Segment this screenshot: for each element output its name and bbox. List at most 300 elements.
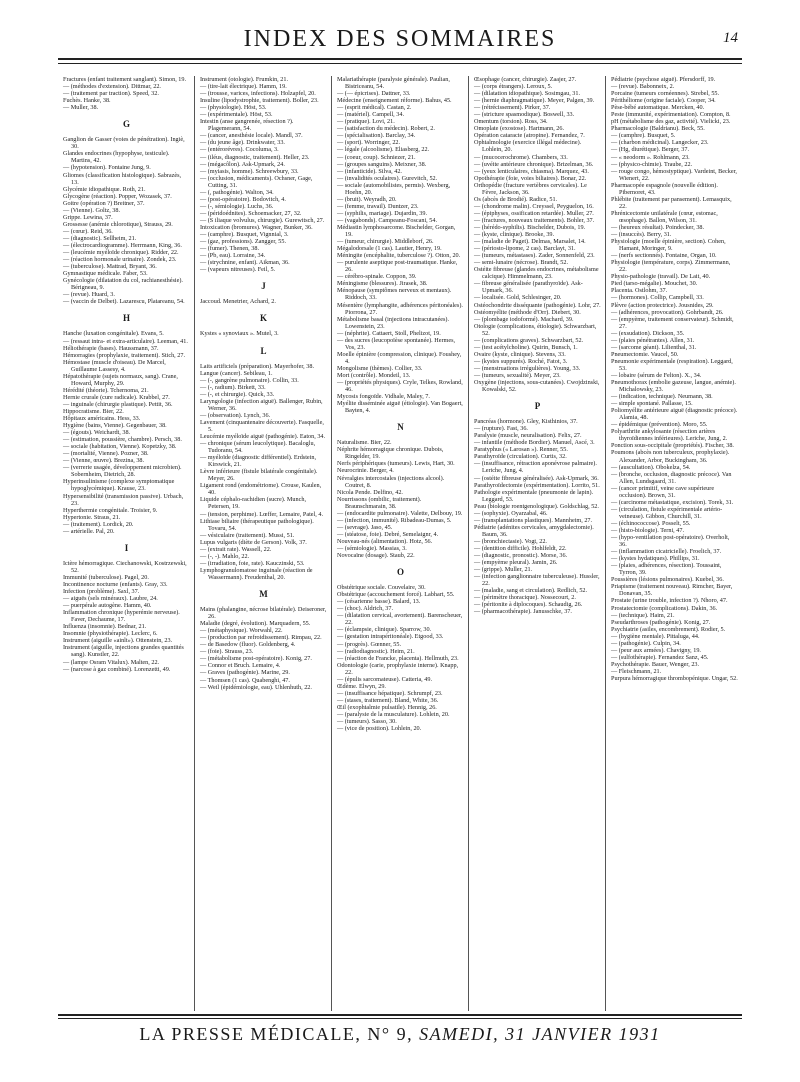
index-entry: Incontinence nocturne (enfants). Gray, 33. — [63, 581, 168, 588]
index-entry: Hépatothérapie (sujets normaux, sang). Crane, Howard, Murphy, 29. — [63, 372, 178, 387]
index-entry: Ovaire (kyste, clinique). Stevens, 33. — [474, 350, 566, 358]
index-entry: Pharmacopée espagnole (nouvelle édition). Pibernoret, 43. — [611, 181, 718, 196]
index-entry: — (Vienne). Goltz, 38. — [63, 206, 121, 214]
index-entry: Poliomyélite antérieure aiguë (diagnostic précoce). Alamia, 48. — [611, 407, 738, 422]
index-entry: Ponction sous-occipitale (propriétés). Fischer, 38. — [611, 442, 734, 450]
section-letter: L — [260, 345, 267, 356]
index-entry: Nerfs périphériques (tumeurs). Lewis, Hart, 30. — [337, 460, 455, 468]
index-entry: Paratyphus (« Larosan »). Renner, 55. — [474, 446, 568, 454]
index-entry: — (syphilis, mariage). Dujardin, 39. — [337, 209, 428, 217]
index-entry: — (traitement). Lordick, 20. — [63, 520, 134, 528]
index-entry: — (narcose à gaz combiné). Lorenzetti, 49. — [63, 665, 171, 673]
index-entry: — Muller, 38. — [63, 104, 99, 112]
index-entry: — (invalidités oculaires). Gurevitch, 52. — [337, 174, 438, 182]
index-entry: — (hernie diaphragmatique). Meyer, Palgen, 39. — [474, 97, 595, 105]
index-column-2 — [194, 76, 331, 1011]
index-entry: — Graves (pathogénie). Marine, 29. — [200, 669, 290, 677]
index-entry: Purpura hémorragique thrombopénique. Ungar, 52. — [611, 674, 738, 682]
index-entry: — simple spontané. Pallasse, 15. — [611, 400, 693, 408]
footer-text — [58, 1024, 742, 1045]
index-entry: Fractures (enfant traitement sanglant). Simon, 19. — [63, 76, 187, 83]
index-entry: Pneumothorax (embolie gazeuse, langue, anémie). Michalowsky, 23. — [611, 379, 736, 394]
index-entry: — (mucocerochrome). Chambers, 33. — [474, 153, 568, 161]
index-entry: — (myiasis, homme). Schreewbury, 33. — [200, 167, 299, 175]
index-entry: — (pharmacothérapie). Janusschke, 37. — [474, 608, 572, 616]
index-entry: — (bronche, occlusion, diagnostic précoce). Van Allen, Lundsgaard, 31. — [611, 470, 732, 485]
index-entry: — (chondrome malin). Creyssel, Peyguelon, 16. — [474, 202, 594, 210]
index-entry: — (-, gangrène pulmonaire). Collin, 33. — [200, 376, 299, 384]
index-entry: Hippocratisme. Bier, 22. — [63, 407, 124, 415]
index-entry: Hérédité (théorie). Tchernoma, 21. — [63, 386, 149, 394]
index-entry: Mycosis fongoïde. Vidhale, Maley, 7. — [337, 393, 430, 401]
index-entry: Médecine (enseignement réforme). Bahus, 45. — [337, 97, 452, 105]
index-entry: — (irradiation, foie, rate). Kauczinski, 53. — [200, 559, 305, 567]
index-entry: — (tumeurs, sexualité). Meyer, 23. — [474, 371, 561, 379]
index-entry: Myélite disséminée aiguë (étiologie). Van Bogaert, Bayten, 4. — [337, 400, 463, 415]
page-number: 14 — [723, 30, 738, 46]
index-entry: — (entérorévres). Cocoluma, 3. — [200, 146, 279, 154]
index-entry: Porcaine (tumeurs cornéennes). Strebel, 55. — [611, 90, 720, 98]
index-entry: — (dentition difficile). Hohlfeldt, 22. — [474, 545, 567, 552]
index-entry: — (physico-chimie). Traube, 22. — [611, 160, 693, 168]
index-entry: — « neodorm ». Rohlmann, 23. — [611, 153, 690, 161]
index-entry: — (vagabonds). Campeanu-Foscani, 54. — [337, 216, 438, 224]
index-entry: — (traitement par traction). Speed, 32. — [63, 90, 159, 98]
index-entry: Lupus vulgaris (diète de Gerson). Volk, 37. — [200, 538, 307, 546]
index-entry: — légale (alcoolisme). Eliasberg, 22. — [337, 146, 430, 154]
index-entry: — (stricture spasmodique). Boswell, 33. — [474, 111, 575, 119]
index-entry: — (dilatation idiopathique). Sosimgau, 31. — [474, 90, 581, 98]
index-entry: Obstétrique sociale. Couvelaire, 30. — [337, 584, 426, 592]
index-entry: Inflammation chronique (hyperémie nerveuse). Faver, Dechaume, 17. — [63, 609, 180, 624]
index-entry: Phlébite (traitement par pansement). Lemasquix, 22. — [611, 195, 732, 210]
index-entry: Kystes « synoviaux ». Mutel, 3. — [200, 330, 279, 338]
index-entry: Grippe. Lewina, 37. — [63, 213, 113, 221]
section-letter: O — [396, 567, 404, 578]
index-entry: — (femme, travail). Duntzer, 23. — [337, 202, 419, 210]
index-entry: — (éclampsie, clinique). Sparrow, 30. — [337, 626, 432, 634]
index-entry: pH (métabolisme des gaz, activité). Vielicki, 23. — [611, 118, 731, 126]
index-entry: Naturalisme. Bier, 22. — [337, 439, 392, 447]
index-entry: Goitre (opération ?) Breitner, 37. — [63, 199, 145, 207]
index-entry: Instrument (aiguille, injections grandes quantités sang). Kunstler, 22. — [63, 644, 184, 659]
index-entry: — puerpérale autogène. Hamm, 40. — [63, 602, 152, 610]
index-entry: — (kyste, clinique). Brooke, 39. — [474, 231, 555, 239]
index-entry: Pharmacologie (Baldrianu). Beck, 55. — [611, 125, 705, 133]
index-entry: — (heureux résultat). Poindecker, 38. — [611, 223, 705, 231]
index-entry: Œdème. Elwyn, 29. — [337, 682, 386, 690]
index-entry: — (production par refroidissement). Rimpau, 22. — [200, 634, 322, 642]
index-entry: — (maladie de Paget). Delmas, Marsalet, 14. — [474, 238, 586, 246]
index-entry: Poussières (lésions pulmonaires). Kuebel, 36. — [611, 576, 724, 584]
section-letter: G — [122, 119, 130, 130]
index-entry: Prostatectomie (complications). Dakin, 36. — [611, 604, 718, 612]
section-letter: H — [122, 313, 130, 324]
index-entry: Intestin (anse gangrenée, résection ?). Plagemerann, 54. — [200, 118, 294, 133]
index-entry: Lèvre inférieure (fistule bilatérale congénitale). Meyer, 26. — [200, 468, 318, 483]
index-entry: Métabolisme basal (injections intracutanées). Lowenstein, 23. — [337, 315, 450, 330]
index-entry: Ligament rond (endométriome). Crouse, Kaulen, 40. — [200, 482, 322, 497]
index-entry: — (Pb, eau). Lorraine, 34. — [200, 252, 266, 260]
index-entry: — (diagnostic). Sellheim, 21. — [63, 234, 137, 242]
index-entry: — Fleischmann, 21. — [611, 667, 662, 675]
index-column-5 — [605, 76, 742, 1011]
index-entry: — (tumeurs). Sasso, 30. — [337, 718, 397, 726]
index-entry: Pédiatrie (psychose aiguë). Pfersdorff, 19. — [611, 76, 716, 83]
index-entry: Physiologie (température, corps). Zimmermann, 22. — [611, 259, 731, 274]
index-entry: — (plombage iodoformé). Machard, 39. — [474, 315, 574, 323]
index-entry: — sociale (automobilistes, permis). Wexberg, Hoehn, 20. — [337, 181, 451, 196]
index-entry: — (tumeurs, métastases). Zader, Sonnenfeld, 23. — [474, 252, 595, 260]
index-entry: — (insuccès). Berry, 31. — [611, 231, 672, 239]
index-entry: Hémostase (muscle d'oiseau). De Marcel, Guillaume Lassesy, 4. — [63, 358, 166, 373]
index-entry: — (hypotension). Fontaine Jung, 9. — [63, 164, 151, 172]
index-entry: Orthopédie (fracture vertèbres cervicales). Le Fèvre, Jackson, 36. — [474, 181, 587, 196]
index-entry: Méningite (encéphalite, tuberculose ?). Otton, 20. — [337, 252, 461, 260]
index-entry: Oxygène (injections, sous-cutanées). Cwojdzinski, Kowalski, 52. — [474, 379, 600, 394]
index-entry: — (, pathogénie). Walton, 34. — [200, 188, 274, 196]
index-entry: Pathologie expérimentale (pneumonie de lapin). Leggard, 53. — [474, 488, 594, 503]
index-entry: Fuchès. Hanke, 38. — [63, 97, 111, 105]
index-entry: — (technique). Haim, 21. — [611, 611, 675, 619]
index-entry: — (hypo-ventilation post-opératoire). Overholt, 36. — [611, 534, 730, 549]
index-entry: — (plaies, adhérences, résection). Toussaint, Tyrron, 39. — [611, 562, 722, 577]
index-entry: — inguinale (chirurgie plastique). Pettit, 36. — [63, 400, 173, 408]
index-entry: — de Basedow (fluor). Goldenberg, 4. — [200, 641, 296, 649]
index-entry: Influenza (insomnie). Bednar, 21. — [63, 623, 147, 631]
index-entry: Ophtalmologie (exercice illégal médecine). Lohlein, 20. — [474, 139, 582, 154]
index-entry: — épidémique (prévention). Moro, 55. — [611, 421, 708, 429]
index-entry: — (pratique). Lovi, 21. — [337, 118, 395, 126]
index-entry: Mains (phalangine, nécrose bilatérale). Deiseroner, 26. — [200, 606, 327, 621]
index-entry: Infection (problème). Saxl, 37. — [63, 588, 140, 596]
index-entry: — sociale (habitation, Vienne). Kopetzky, 38. — [63, 443, 177, 451]
index-entry: — (kystes suppurés). Roché, Fatot, 3. — [474, 357, 568, 365]
index-entry: — (leucémie myéloïde chronique). Ridder, 22. — [63, 249, 179, 257]
index-entry: — (égouts). Weichardt, 38. — [63, 429, 131, 437]
journal-issue: LA PRESSE MÉDICALE, N° 9, — [139, 1024, 414, 1044]
index-column-3 — [331, 76, 468, 1011]
index-entry: Glandes endocrines (hypophyse, testicule). Martins, 42. — [63, 150, 170, 165]
index-entry: — (gestation intrapéritonéale). Etgood, 33. — [337, 633, 444, 641]
index-entry: — (sémiologie). Massias, 3. — [337, 545, 407, 552]
index-entry: — (kystes hydatiques). Phillips, 31. — [611, 555, 700, 563]
index-entry: — (-, radium). Birkett, 33. — [200, 383, 266, 391]
index-entry: Médiastin lymphosarcome. Bischelder, Gorgan, 19. — [337, 223, 456, 239]
index-entry: — (trousse, varices, infections). Holzapfel, 20. — [200, 90, 316, 98]
index-entry: Instrument (otologie). Frumkin, 21. — [200, 76, 288, 83]
index-entry: Hémorragies (prophylaxie, traitement). Stich, 27. — [63, 351, 185, 359]
index-entry: Insomnie (physiothérapie). Leclerc, 6. — [63, 630, 158, 638]
page-footer — [58, 1014, 742, 1054]
header-rule-thin — [58, 63, 742, 64]
index-entry: Pédiatrie (adénites cervicales, amygdalectomie). Baum, 36. — [474, 523, 594, 538]
section-letter: P — [534, 401, 541, 412]
index-entry: — (matériel). Campell, 34. — [337, 111, 405, 119]
index-entry: — (diagnostic, pronostic). Morse, 36. — [474, 552, 568, 560]
index-column-1 — [58, 76, 194, 1011]
index-entry: — (choc). Aldrich, 37. — [337, 605, 394, 613]
index-entry: Opothérapie (foie, voies biliaires). Bonar, 22. — [474, 174, 587, 182]
index-entry: Os (abcès de Brodié). Radice, 51. — [474, 195, 558, 203]
index-entry: — (infection ganglionnaire tuberculeuse). Hussler, 22. — [474, 573, 600, 588]
index-entry: Gymnastique médicale. Faber, 53. — [63, 270, 148, 278]
index-entry: — (fractures, nouveaux traitements). Bohler, 37. — [474, 216, 595, 224]
index-entry: Poumons (abcès non tuberculeux, prophylaxie). Alexander, Arbor, Buckingham, 36. — [611, 449, 730, 464]
index-entry: — (cancer, anesthésie locale). Mandl, 37. — [200, 132, 303, 140]
index-entry: Gliomes (classification histologique). Sabrazès, 13. — [63, 171, 182, 186]
index-entry: — (épulis sarcomateuse). Catteria, 49. — [337, 675, 433, 683]
index-entry: Placenta. Ostlohm, 37. — [611, 287, 668, 295]
index-entry: Hypersensibilité (transmission passive). Urbach, 23. — [63, 492, 184, 507]
index-entry: — (revue). Babonneix, 2. — [611, 83, 675, 91]
index-entry: — (auscultation). Obokelza, 54. — [611, 463, 691, 471]
index-entry: — (charbon médicinal). Langecker, 23. — [611, 139, 709, 147]
header-rule — [58, 58, 742, 60]
index-entry: Novocaïne (dosage). Staub, 22. — [337, 552, 415, 560]
index-entry: — (uvéite antérieure chronique). Brizelman, 36. — [474, 160, 594, 168]
index-entry: Ostéomyélite (méthode d'Orr). Diebert, 30. — [474, 308, 581, 316]
index-entry: — (vapeurs nitreuses). Feil, 5. — [200, 266, 276, 274]
index-entry: Hernie crurale (cure radicale). Krabbel, 27. — [63, 393, 170, 401]
index-entry: — (sevrage). Jaso, 45. — [337, 523, 393, 531]
index-entry: Ostéite fibreuse (glandes endocrines, métabolisme calcique). Himmelmann, 23. — [474, 266, 599, 281]
index-entry: — des sucres (leucopoïèse spontanée). Hermes, Vos, 23. — [337, 336, 456, 351]
index-entry: Nicola Pende. Delfino, 42. — [337, 488, 403, 496]
index-entry: Œil (exophtalmie pulsatile). Hennig, 26. — [337, 703, 437, 711]
index-entry: — (— épicrises). Dattner, 33. — [337, 90, 411, 98]
index-entry: — (-, sémiologie). Luchs, 36. — [200, 202, 274, 210]
index-entry: — (infection, immunité). Ribadeau-Dumas, 5. — [337, 516, 452, 524]
issue-date: SAMEDI, 31 JANVIER 1931 — [419, 1024, 661, 1044]
index-entry: — (infanticide). Silva, 42. — [337, 167, 402, 175]
index-entry: — (électrocardiogramme). Herrmann, King, 36. — [63, 241, 182, 249]
index-entry: Héliothérapie (bases). Haussmann, 37. — [63, 344, 159, 352]
footer-rule — [58, 1014, 742, 1016]
index-entry: Omentum (torsion). Ross, 34. — [474, 118, 548, 126]
index-entry: Plèvre (action protectrice). Jousnides, 29. — [611, 301, 714, 309]
index-entry: Omoplate (exostose). Hartmann, 26. — [474, 125, 565, 133]
index-entry: — purulente aseptique post-traumatique. Hanke, 26. — [337, 259, 458, 274]
index-entry: Physiologie (moelle épinière, section). Cohen, Hamant, Moringer, 9. — [611, 238, 726, 253]
index-entry: — (esprit médical). Castan, 2. — [337, 104, 412, 112]
index-entry: — (-, et chirurgie). Quick, 33. — [200, 390, 275, 398]
index-entry: — fibreuse généralisée (parathyroïde). Ask-Upmark, 36. — [474, 280, 583, 295]
index-entry: Hyperthermie congénitale. Troisier, 9. — [63, 506, 158, 514]
index-entry: — (peur aux armées). Chavigny, 19. — [611, 646, 701, 654]
index-entry: — (revue). Huard, 3. — [63, 291, 115, 299]
page-header — [58, 10, 742, 70]
index-entry: — localisée. Gold, Schlesinger, 20. — [474, 294, 562, 302]
index-entry: Mégalodorsale (1 cas). Lautier, Henry, 19. — [337, 245, 442, 253]
index-entry: Hyperinsulinisme (complexe symptomatique hypoglycémique). Krause, 23. — [63, 478, 175, 493]
index-entry: — (Vienne, œuvre). Brezina, 38. — [63, 457, 145, 465]
index-entry: Peau (biologie roentgenologique). Goldschlag, 52. — [474, 502, 599, 510]
index-entry: — (méthodes d'extension). Dittmar, 22. — [63, 83, 161, 91]
index-entry: — chronique (sérum leucolytique). Bacaloglu, Tudoranu, 54. — [200, 440, 316, 455]
index-entry: Immunité (tuberculose). Pagel, 20. — [63, 573, 149, 581]
index-entry: — (ressaut intra- et extra-articulaire). Leeman, 41. — [63, 337, 188, 345]
index-entry: Prostate (urine trouble, infection ?). Nhoro, 47. — [611, 597, 728, 605]
index-entry: Lavement (cinquantenaire découverte). Fasquelle, 5. — [200, 418, 324, 433]
index-entry: Priapisme (traitement nouveau). Rimcher, Bayer, Donavan, 35. — [611, 583, 733, 598]
index-entry: — (mortalité, Vienne). Pozner, 38. — [63, 450, 149, 458]
index-entry: Jaccoud. Menetrier, Achard, 2. — [200, 298, 276, 306]
index-entry: — (insuffisance hépatique). Schrumpf, 23. — [337, 689, 443, 697]
index-entry: — (tumeur, chirurgie). Middleborf, 26. — [337, 238, 434, 246]
index-entry: — (sophyxie). Oyarzabal, 46. — [474, 509, 548, 517]
index-entry: — (gaz, professions). Zangger, 55. — [200, 238, 287, 246]
index-entry: — (adhérences, provocation). Gohrbandt, 26. — [611, 308, 724, 316]
index-entry: — (péridoédnites). Schoemacker, 27, 32. — [200, 209, 302, 217]
index-entry: — (péritonite à diplocoques). Schaudig, 26. — [474, 601, 583, 609]
index-entry: — (expérimentale). Höst, 53. — [200, 111, 273, 119]
index-entry: — (métaphysique). Worwahl, 22. — [200, 627, 283, 635]
index-entry: Psychothérapie. Bauer, Wenger, 23. — [611, 660, 700, 668]
index-entry: Laryngologie (infection aiguë). Ballenger, Rubin, Werner, 36. — [200, 397, 323, 412]
index-entry: — (tire-lait électrique). Hamm, 19. — [200, 83, 287, 91]
index-entry: Moelle épinière (compression, clinique). Foushey, 4. — [337, 350, 462, 365]
page-title: INDEX DES SOMMAIRES — [243, 26, 557, 52]
index-entry: — aiguës (sels minéraux). Laubre, 24. — [63, 595, 158, 603]
section-letter: M — [259, 589, 268, 599]
index-entry: Pneumectomie. Vaucel, 50. — [611, 350, 679, 358]
index-entry: — (vaccin de Delbet). Lazarescu, Platareanu, 54. — [63, 298, 185, 306]
index-entry: — (hormones). Collip, Campbell, 33. — [611, 294, 704, 302]
index-entry: Névralgies intercostales (injections alcool). Coutret, 8. — [337, 474, 445, 489]
index-entry: Nourrissons (ombilic, traitement). Braunschmarain, 38. — [337, 495, 422, 510]
index-entry: — (mégacôlon). Ask-Upmark, 24. — [200, 160, 285, 168]
index-entry: — (-, -). Mahlo, 22. — [200, 552, 250, 560]
index-entry: — (paralysie de la musculature). Lohlein, 20. — [337, 710, 450, 718]
index-entry: Néphrite hémorragique chronique. Dubois, Ringelder, 19. — [337, 446, 444, 461]
index-entry: Nouveau-nés (alimentation). Hotz, 56. — [337, 537, 433, 545]
index-entry: Hypertonie. Straus, 21. — [63, 513, 121, 521]
index-entry: — (empyème, traitement conservateur). Schmidt, 27. — [611, 315, 734, 330]
index-entry: — (indication, technique). Neumann, 38. — [611, 393, 713, 401]
index-entry: — (camphre). Busquet, 5. — [611, 132, 676, 140]
index-entry: — (radiodiagnostic). Heim, 21. — [337, 647, 415, 655]
index-entry: Ganglion de Gasser (voies de pénétration). Ingiè, 30. — [63, 136, 185, 151]
index-entry: Lithiase biliaire (thérapeutique pathologique). Tovaru, 54. — [200, 517, 314, 532]
index-entry: Hôpitaux américains. Hess, 33. — [63, 415, 141, 423]
index-entry: — (grippe). Muller, 21. — [474, 566, 533, 574]
index-entry: — (bronchiectasie). Vogt, 22. — [474, 537, 547, 545]
index-entry: — vésiculaire (traitement). Mussi, 51. — [200, 531, 295, 539]
index-entry: — (périosto-lipome, 2 cas). Barclayt, 31. — [474, 245, 576, 253]
index-entry: — (inflammation cicatricielle). Froelich, 37. — [611, 548, 722, 556]
index-entry: — (réaction de Francke, placenta). Hellmuth, 23. — [337, 654, 459, 662]
index-entry: — (tuberculose). Mattrad, Bryant, 36. — [63, 263, 157, 271]
index-entry: — (bruit). Weyradh, 20. — [337, 195, 397, 203]
index-entry: — (néphrite). Cattaert, Stoll, Phelizot, 19. — [337, 329, 441, 337]
index-entry: — (estimation, poussière, chambre). Persch, 38. — [63, 436, 182, 444]
index-entry: Hanche (luxation congénitale). Evans, 5. — [63, 330, 164, 338]
index-entry: — (sarcome géant). Lilienthal, 31. — [611, 343, 697, 351]
index-entry: — Connor et Bruch. Lemaire, 4. — [200, 662, 281, 670]
section-letter: I — [124, 542, 129, 553]
index-entry: Psychiatrie (asiles, encombrement). Rodier, 5. — [611, 625, 726, 633]
index-entry: — (yeux lenticulaires, chiasma). Marquez, 43. — [474, 167, 589, 175]
index-entry: — (cœur). Reid, 36. — [63, 227, 113, 235]
index-entry: — cérébro-spinale. Coppon, 39. — [337, 273, 417, 281]
index-entry: Laits artificiels (préparation). Mayerhofer, 38. — [200, 362, 314, 370]
index-entry: — (observation). Lynch, 36. — [200, 411, 271, 419]
index-entry: Parathyroïdectomie (expérimentation). Lorrito, 51. — [474, 481, 600, 489]
index-columns — [58, 76, 742, 1011]
index-entry: — (plaies pénétrantes). Allen, 31. — [611, 336, 695, 344]
index-entry: Pancréas (hormone). Gley, Kisthinios, 37. — [474, 418, 578, 426]
index-entry: Pneumonie expérimentale (respiration). Leggard, 53. — [611, 357, 733, 372]
index-entry: Obstétrique (accouchement forcé). Labhart, 55. — [337, 591, 455, 599]
index-entry: Œsophage (cancer, chirurgie). Zaajer, 27. — [474, 76, 577, 83]
index-entry: Périthéliome (origine faciale). Cooper, 34. — [611, 97, 716, 105]
index-entry: Ictère hémorragique. Ciechanowski, Kostrzewski, 52. — [63, 559, 187, 574]
index-entry: Neurocrinie. Berger, 4. — [337, 467, 394, 475]
index-entry: — (hygiène mentale). Pittaluga, 44. — [611, 632, 700, 640]
index-entry: Insuline (lipodystrophie, traitement). Boller, 23. — [200, 97, 319, 105]
index-entry: Paralysie (muscle, neuralisation). Felix, 27. — [474, 432, 582, 440]
section-letter: N — [397, 422, 404, 433]
index-entry: — (propriétés physiques). Cryle, Telkes, Rowland, 46. — [337, 379, 463, 394]
index-entry: Mort (contrôle). Mondeil, 13. — [337, 371, 411, 379]
index-entry: — (menstruations irrégulières). Young, 33. — [474, 364, 581, 372]
index-entry: — (endocardite pulmonaire). Valette, Delbouy, 19. — [337, 509, 463, 517]
index-entry: Mongolisme (thèmes). Collier, 33. — [337, 364, 423, 372]
index-entry: Mésentère (lymphangite, adhérences péritonéales). Piorrona, 27. — [337, 301, 463, 316]
index-column-4 — [468, 76, 605, 1011]
index-entry: Maladie (degré, évolution). Marquadern, 55. — [200, 620, 311, 628]
index-entry: — (post-opératoire). Bodovitch, 4. — [200, 195, 286, 203]
index-entry: Phrénicectomie unilatérale (cœur, estomac, œsophage). Ballon, Wilson, 31. — [611, 209, 718, 224]
index-entry: — (rupture). Fast, 36. — [474, 425, 528, 433]
index-entry: — (strychnine, enfant). Aikman, 36. — [200, 259, 290, 267]
index-entry: Hygiène (bains, Vienne). Gegenbauer, 38. — [63, 422, 167, 430]
index-entry: — (du jeune âge). Drinkwater, 33. — [200, 139, 285, 147]
index-entry: — (échinococcose). Posselt, 55. — [611, 519, 691, 527]
index-entry: — Weil (épidémiologie, eau). Uhlenhuth, 22. — [200, 683, 312, 691]
index-entry: — (groupes sanguins). Meixner, 38. — [337, 160, 427, 168]
index-entry: — rouge congo, hémostyptique). Vardeint, Becker, Wienert, 22. — [611, 167, 737, 182]
index-entry: — (complications graves). Schwarzbart, 52. — [474, 336, 584, 344]
index-entry: — (camphre). Busquet, Vignnial, 3. — [200, 231, 289, 239]
index-entry: Polyarthrite ankylosante (résection artères thyroïdiennes inférieures). Leriche, Jung, 2. — [611, 428, 728, 443]
index-entry: Opération cataracte (atropine). Fernandez, 7. — [474, 132, 585, 140]
index-entry: — (stéatose, foie). Debré, Semelaignr, 4. — [337, 530, 439, 538]
index-entry: — (épiphyses, ossification retardée). Muller, 27. — [474, 209, 594, 217]
index-entry: Grossesse (anémie chlorotique), Strauss, 29. — [63, 220, 173, 228]
index-entry: Physio-pathologie (travail). De Lait, 40. — [611, 273, 711, 281]
index-entry: — (stases, traitement). Bland, White, 36. — [337, 696, 439, 704]
index-entry: — (tension, perphime). Lœffer, Lemaire, Patel, 4. — [200, 510, 324, 518]
index-entry: — (exsudation). Dickson, 35. — [611, 329, 685, 337]
index-entry: — (métabolisme post-opératoire). Konig, 27. — [200, 655, 312, 663]
index-entry: Pseudarthroses (pathogénie). Konig, 27. — [611, 618, 711, 626]
index-entry: — (empyème pleural). Jamin, 26. — [474, 559, 558, 567]
index-entry: — (fumer). Thenen, 38. — [200, 245, 259, 253]
index-entry: Peste (immunité, expérimentation). Compton, 8. — [611, 111, 731, 119]
index-entry: — (Hg, diurétique). Berger, 37. — [611, 146, 689, 154]
index-entry: — (progrès). Gœnner, 55. — [337, 640, 402, 648]
section-letter: J — [261, 281, 266, 292]
index-entry: Parathyroïde (circulation). Curtis, 32. — [474, 453, 567, 461]
index-entry: — (pathogénie). Culpin, 34. — [611, 639, 681, 647]
index-entry: — (insuffisance, rétraction aponévrose palmaire). Leriche, Jung, 4. — [474, 460, 597, 475]
index-entry: Otologie (complications, étiologie). Schwarzbart, 52. — [474, 322, 597, 337]
index-entry: — (physiologie). Höst, 53. — [200, 104, 267, 112]
index-entry: — semi-lunaire (nécrose). Brandt, 52. — [474, 259, 568, 267]
index-entry: Pied (tarso-mégalie). Mouchet, 30. — [611, 280, 698, 288]
